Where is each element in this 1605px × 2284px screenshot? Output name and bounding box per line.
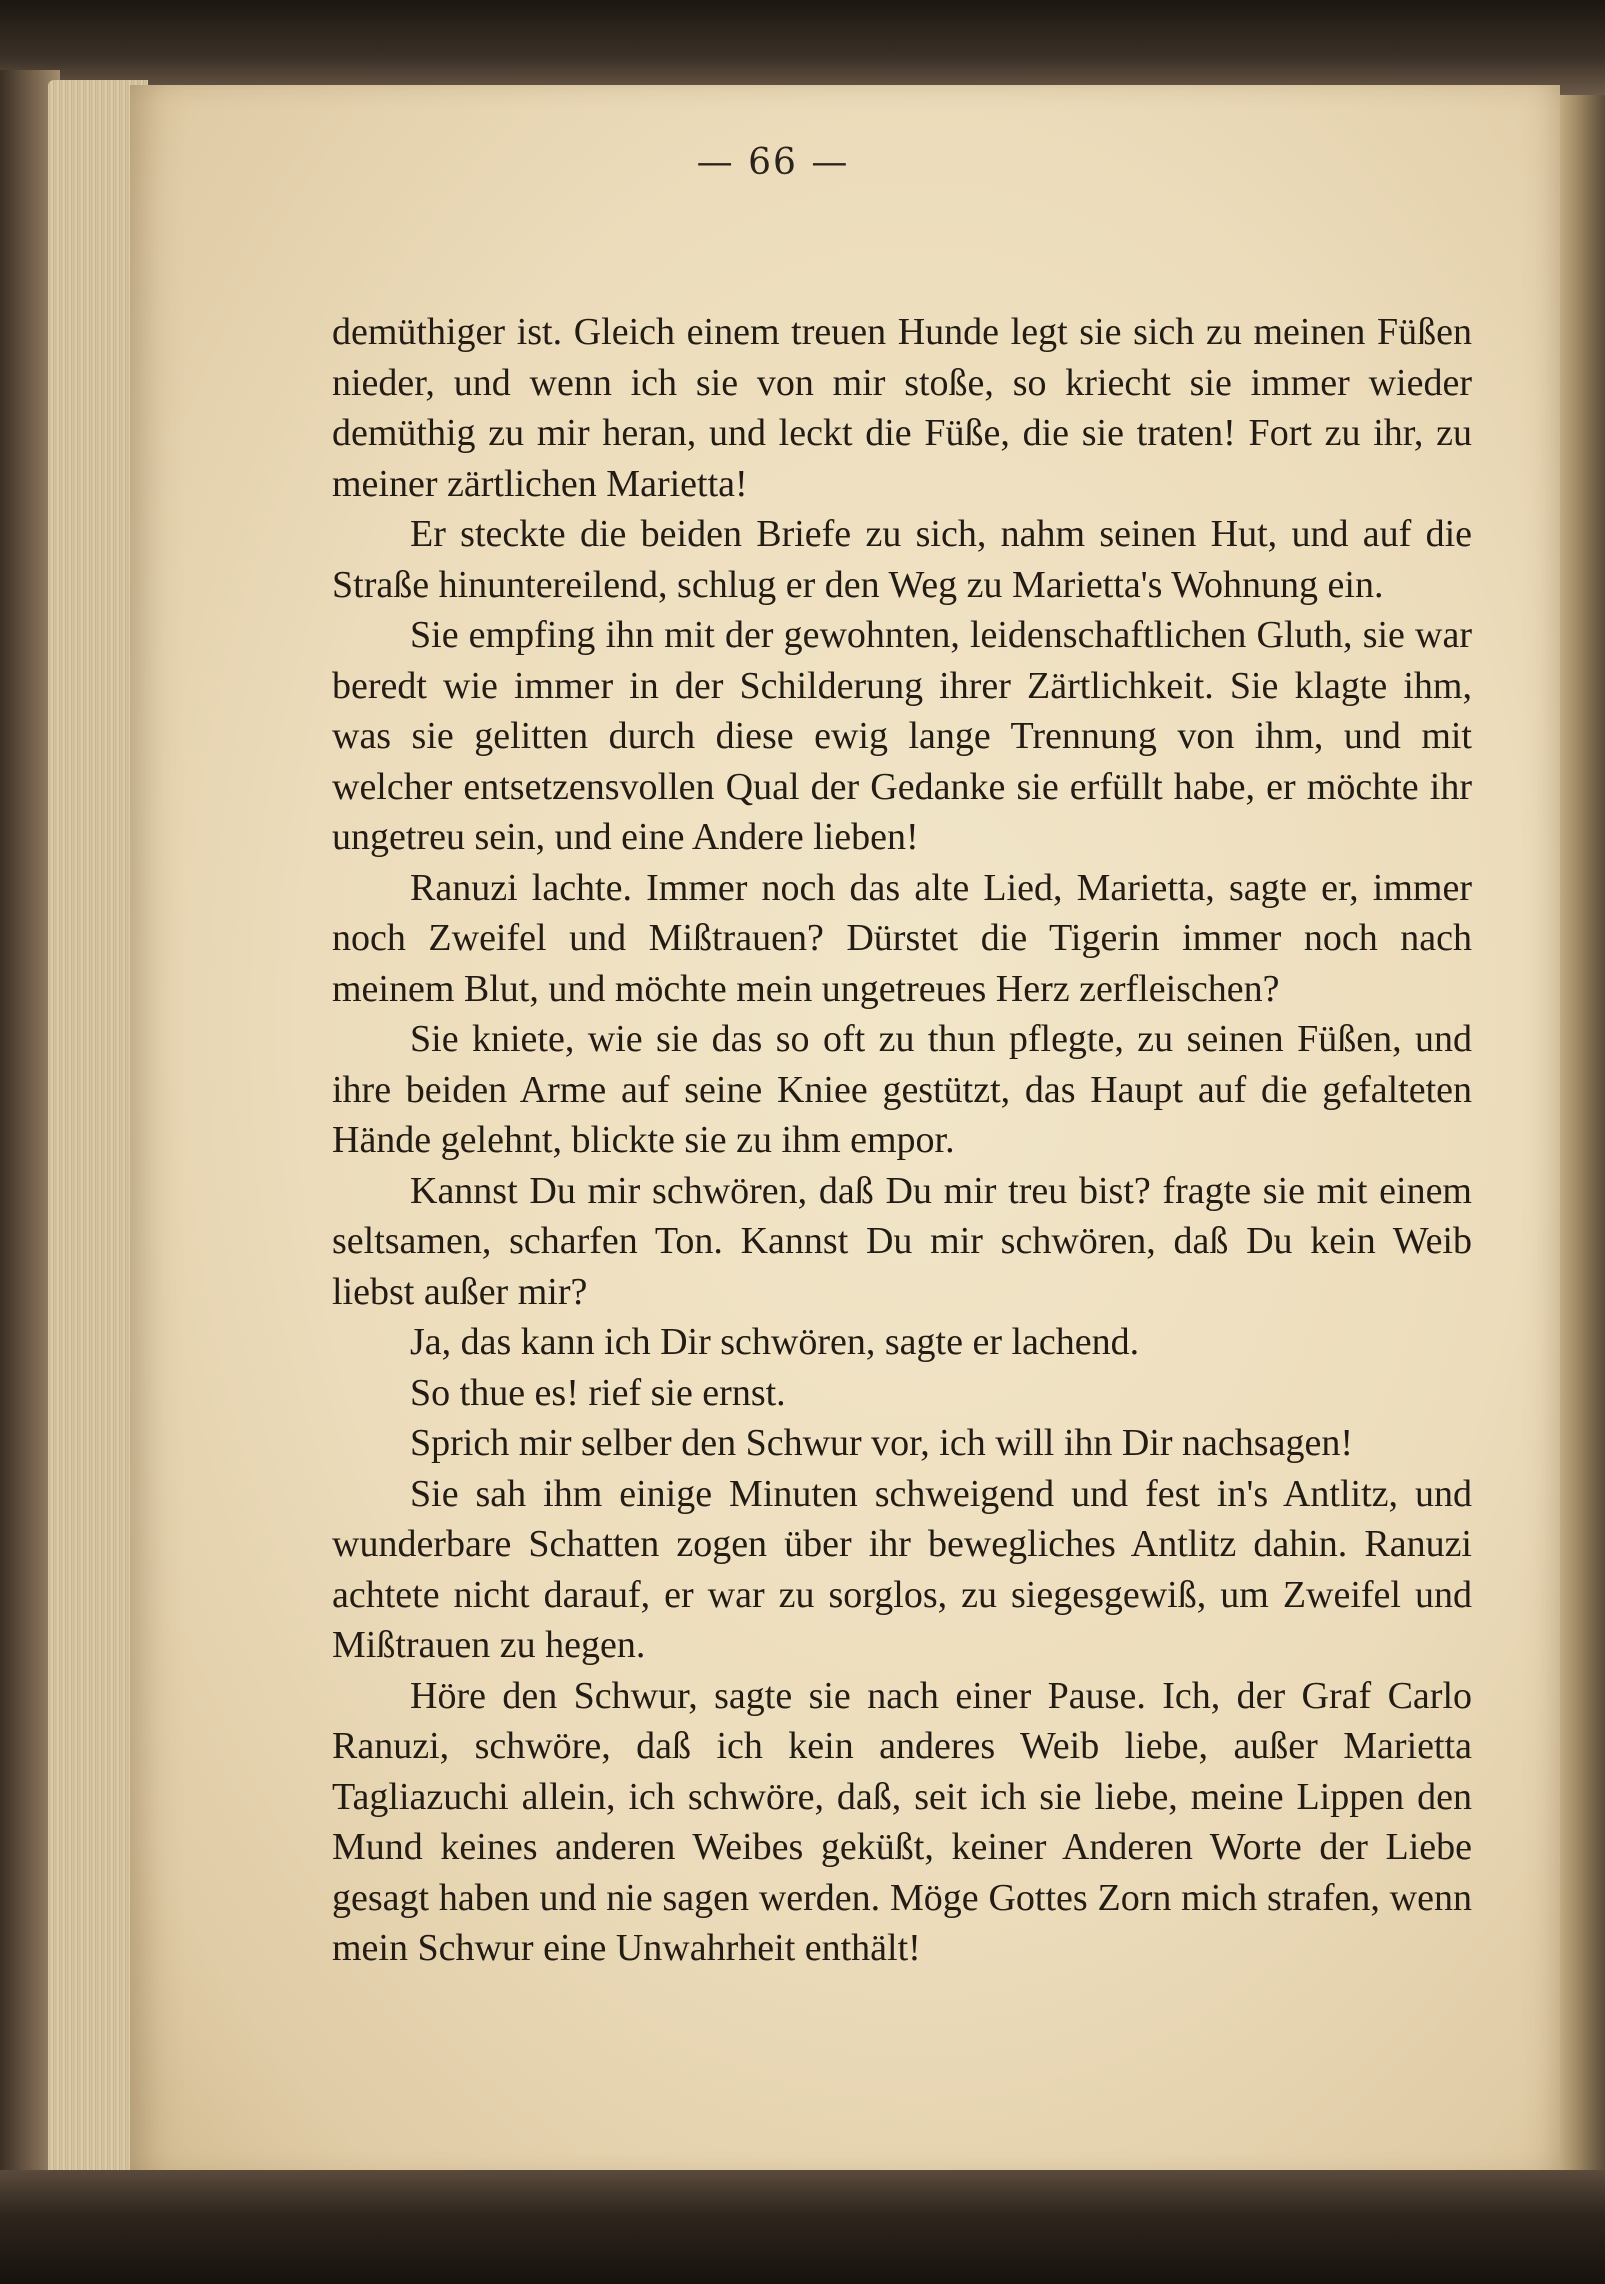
paragraph: So thue es! rief sie ernst. (410, 1371, 786, 1414)
paragraph: Höre den Schwur, sagte sie nach einer Pause. Ich, der Graf Carlo Ranuzi, schwöre, daß ich kein anderes Weib liebe, außer Marietta Tagliazuchi allein, ich schwöre, daß, seit ich sie liebe, meine Lippen den Mund keines anderen Weibes geküßt, keiner Anderen Worte der Liebe gesagt haben und nie sagen werden. Möge Gottes Zorn mich strafen, wenn mein Schwur eine Unwahrheit enthält! (332, 1674, 1472, 1969)
right-page-edge (1555, 95, 1605, 2175)
body-text (332, 307, 1472, 1974)
book-cover-top-edge (0, 0, 1605, 95)
paragraph: Ranuzi lachte. Immer noch das alte Lied, Marietta, sagte er, immer noch Zweifel und Mißtrauen? Dürstet die Tigerin immer noch nach meinem Blut, und möchte mein ungetreues Herz zerfleischen? (332, 866, 1472, 1010)
book-cover-bottom-edge (0, 2170, 1605, 2284)
page-number: — 66 — (696, 142, 850, 183)
paragraph: Sprich mir selber den Schwur vor, ich will ihn Dir nachsagen! (410, 1422, 1353, 1464)
paragraph: Ja, das kann ich Dir schwören, sagte er lachend. (410, 1321, 1140, 1363)
paragraph: Er steckte die beiden Briefe zu sich, nahm seinen Hut, und auf die Straße hinuntereilend, schlug er den Weg zu Marietta's Wohnung ein. (332, 513, 1472, 606)
paragraph: Kannst Du mir schwören, daß Du mir treu bist? fragte sie mit einem seltsamen, scharfen Ton. Kannst Du mir schwören, daß Du kein Weib liebst außer mir? (332, 1169, 1472, 1313)
paragraph: Sie kniete, wie sie das so oft zu thun pflegte, zu seinen Füßen, und ihre beiden Arme auf seine Kniee gestützt, das Haupt auf die gefalteten Hände gelehnt, blickte sie zu ihm empor. (332, 1018, 1472, 1161)
paragraph: demüthiger ist. Gleich einem treuen Hunde legt sie sich zu meinen Füßen nieder, und wenn ich sie von mir stoße, so kriecht sie immer wieder demüthig zu mir heran, und leckt die Füße, die sie traten! Fort zu ihr, zu meiner zärtlichen Marietta! (332, 311, 1472, 505)
paragraph: Sie empfing ihn mit der gewohnten, leidenschaftlichen Gluth, sie war beredt wie immer in der Schilderung ihrer Zärtlichkeit. Sie klagte ihm, was sie gelitten durch diese ewig lange Trennung von ihm, und mit welcher entsetzensvollen Qual der Gedanke sie erfüllt habe, er möchte ihr ungetreu sein, und eine Andere lieben! (332, 614, 1472, 858)
paragraph: Sie sah ihm einige Minuten schweigend und fest in's Antlitz, und wunderbare Schatten zogen über ihr bewegliches Antlitz dahin. Ranuzi achtete nicht darauf, er war zu sorglos, zu siegesgewiß, um Zweifel und Mißtrauen zu hegen. (332, 1472, 1472, 1666)
